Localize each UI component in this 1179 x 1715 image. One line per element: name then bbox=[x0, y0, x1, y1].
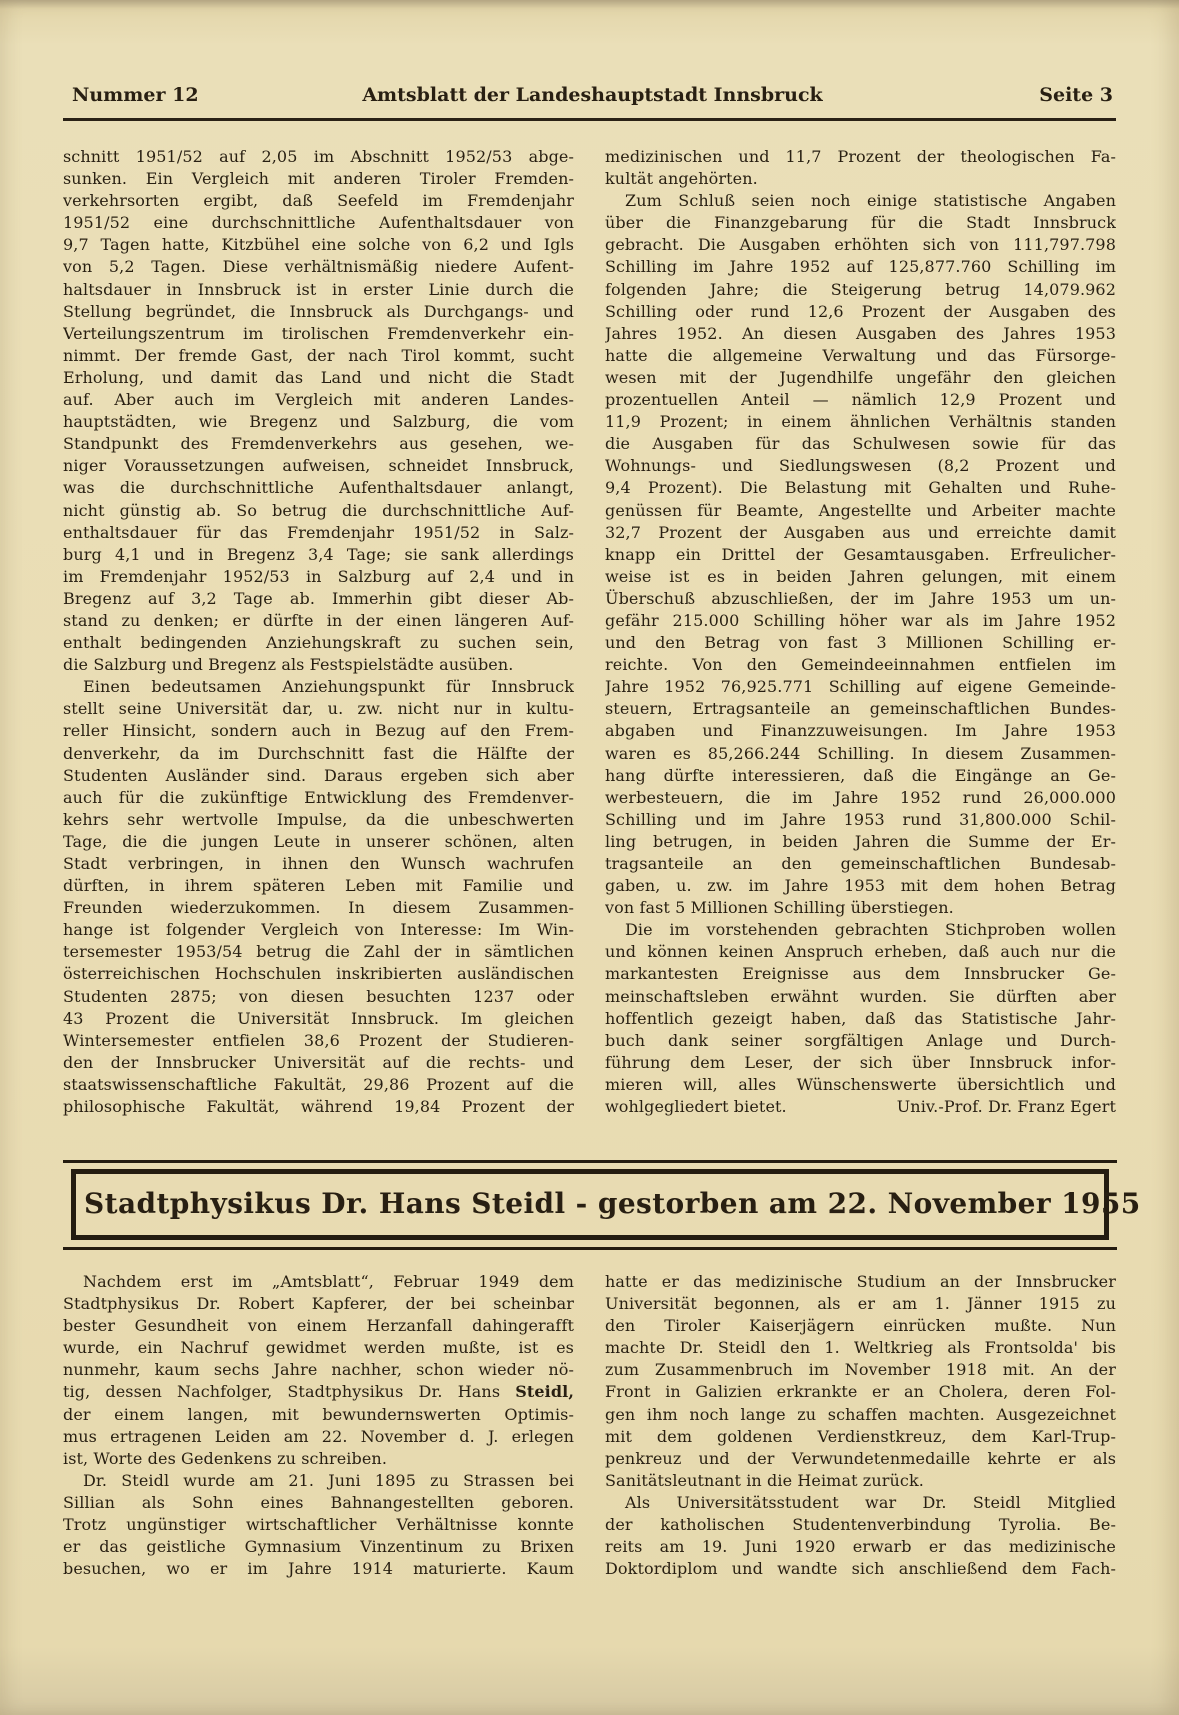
text-line: wesen mit der Jugendhilfe ungefähr den gleichen bbox=[605, 367, 1116, 387]
text-line: gebracht. Die Ausgaben erhöhten sich von 111,797.798 bbox=[605, 235, 1116, 255]
text-line: Trotz ungünstiger wirtschaftlicher Verhältnisse konnte bbox=[63, 1515, 574, 1535]
text-line: gen ihm noch lange zu schaffen machten. Ausgezeichnet bbox=[605, 1404, 1116, 1424]
statistics-article bbox=[63, 146, 1116, 1118]
text-line: hange ist folgender Vergleich von Interesse: Im Win- bbox=[63, 920, 574, 940]
text-line: der katholischen Studentenverbindung Tyrolia. Be- bbox=[605, 1515, 1116, 1535]
text-line: besuchen, wo er im Jahre 1914 maturierte. Kaum bbox=[63, 1559, 574, 1579]
text-line: prozentuellen Anteil — nämlich 12,9 Prozent und bbox=[605, 390, 1116, 410]
text-line: hatte die allgemeine Verwaltung und das Fürsorge- bbox=[605, 345, 1116, 365]
text-line: hang dürfte interessieren, daß die Eingänge an Ge- bbox=[605, 765, 1116, 785]
text-line: hoffentlich gezeigt haben, daß das Statistische Jahr- bbox=[605, 1008, 1116, 1028]
text-line: enthaltsdauer für das Fremdenjahr 1951/52 in Salz- bbox=[63, 522, 574, 542]
text-line: Stadtphysikus Dr. Robert Kapferer, der bei scheinbar bbox=[63, 1294, 574, 1314]
text-line: 1951/52 eine durchschnittliche Aufenthaltsdauer von bbox=[63, 213, 574, 233]
obituary-headline-box bbox=[63, 1160, 1141, 1250]
text-line: mus ertragenen Leiden am 22. November d. J. erlegen bbox=[63, 1426, 574, 1446]
text-line: Wohnungs- und Siedlungswesen (8,2 Prozent und bbox=[605, 456, 1116, 476]
text-line: stand zu denken; er dürfte in der einen längeren Auf- bbox=[63, 610, 574, 630]
text-line: niger Voraussetzungen aufweisen, schneidet Innsbruck, bbox=[63, 456, 574, 476]
text-line: Jahre 1952 76,925.771 Schilling auf eigene Gemeinde- bbox=[605, 677, 1116, 697]
text-line: Studenten 2875; von diesen besuchten 1237 oder bbox=[63, 986, 574, 1006]
text-line: von 5,2 Tagen. Diese verhältnismäßig niedere Aufent- bbox=[63, 257, 574, 277]
text-line: denverkehr, da im Durchschnitt fast die Hälfte der bbox=[63, 743, 574, 763]
text-line: den der Innsbrucker Universität auf die rechts- und bbox=[63, 1052, 574, 1072]
text-line: mieren will, alles Wünschenswerte übersichtlich und bbox=[605, 1074, 1116, 1094]
text-line: Schilling im Jahre 1952 auf 125,877.760 Schilling im bbox=[605, 257, 1116, 277]
text-line: markantesten Ereignisse aus dem Innsbrucker Ge- bbox=[605, 964, 1116, 984]
text-line: philosophische Fakultät, während 19,84 Prozent der bbox=[63, 1097, 574, 1117]
text-line: sunken. Ein Vergleich mit anderen Tiroler Fremden- bbox=[63, 169, 574, 189]
text-line: was die durchschnittliche Aufenthaltsdauer anlangt, bbox=[63, 478, 574, 498]
text-line: penkreuz und der Verwundetenmedaille kehrte er als bbox=[605, 1448, 1116, 1468]
text-line: die Ausgaben für das Schulwesen sowie für das bbox=[605, 434, 1116, 454]
header-rule bbox=[63, 118, 1116, 121]
text-line: verkehrsorten ergibt, daß Seefeld im Fremdenjahr bbox=[63, 191, 574, 211]
text-line: 9,7 Tagen hatte, Kitzbühel eine solche von 6,2 und Igls bbox=[63, 235, 574, 255]
text-line: führung dem Leser, der sich über Innsbruck infor- bbox=[605, 1052, 1116, 1072]
text-line: medizinischen und 11,7 Prozent der theologischen Fa- bbox=[605, 147, 1116, 166]
obituary-headline: Stadtphysikus Dr. Hans Steidl - gestorben am 22. November 1955 bbox=[84, 1187, 1141, 1220]
header-journal-title: Amtsblatt der Landeshauptstadt Innsbruck bbox=[362, 84, 823, 106]
text-line: Bregenz auf 3,2 Tage ab. Immerhin gibt dieser Ab- bbox=[63, 588, 574, 608]
text-line: 32,7 Prozent der Ausgaben aus und erreichte damit bbox=[605, 522, 1116, 542]
text-line: dürften, in ihrem späteren Leben mit Familie und bbox=[63, 876, 574, 896]
text-line: weise ist es in beiden Jahren gelungen, mit einem bbox=[605, 566, 1116, 586]
text-line: Doktordiplom und wandte sich anschließend dem Fach- bbox=[605, 1559, 1116, 1579]
text-line: wurde, ein Nachruf gewidmet werden mußte, ist es bbox=[63, 1338, 574, 1358]
text-line: steuern, Ertragsanteile an gemeinschaftlichen Bundes- bbox=[605, 699, 1116, 719]
text-line: werbesteuern, die im Jahre 1952 rund 26,000.000 bbox=[605, 787, 1116, 807]
text-line: Sanitätsleutnant in die Heimat zurück. bbox=[605, 1470, 924, 1490]
text-line: auch für die zukünftige Entwicklung des Fremdenver- bbox=[63, 787, 574, 807]
text-line-start: wohlgegliedert bietet. bbox=[605, 1097, 787, 1117]
text-line: abgaben und Finanzzuweisungen. Im Jahre 1953 bbox=[605, 721, 1116, 741]
text-line: mit dem goldenen Verdienstkreuz, dem Karl-Trup- bbox=[605, 1426, 1116, 1446]
text-line: tragsanteile an den gemeinschaftlichen Bundesab- bbox=[605, 854, 1116, 873]
text-line: Schilling oder rund 12,6 Prozent der Ausgaben des bbox=[605, 301, 1116, 321]
text-line: hauptstädten, wie Bregenz und Salzburg, die vom bbox=[63, 412, 574, 432]
text-line: burg 4,1 und in Bregenz 3,4 Tage; sie sank allerdings bbox=[63, 544, 574, 564]
text-line: Front in Galizien erkrankte er an Cholera, deren Fol- bbox=[605, 1382, 1116, 1402]
text-line: auf. Aber auch im Vergleich mit anderen Landes- bbox=[63, 390, 574, 410]
text-line: enthalt bedingenden Anziehungskraft zu suchen sein, bbox=[63, 633, 574, 653]
text-line: Erholung, und damit das Land und nicht die Stadt bbox=[63, 367, 574, 387]
text-line: im Fremdenjahr 1952/53 in Salzburg auf 2,4 und in bbox=[63, 566, 574, 586]
obituary-headline-outer-rules bbox=[63, 1160, 1141, 1250]
text-line: Universität begonnen, als er am 1. Jänner 1915 zu bbox=[605, 1294, 1116, 1314]
text-line: Zum Schluß seien noch einige statistische Angaben bbox=[625, 191, 1116, 211]
text-line: ist, Worte des Gedenkens zu schreiben. bbox=[63, 1448, 388, 1468]
text-line: nimmt. Der fremde Gast, der nach Tirol kommt, sucht bbox=[63, 345, 574, 365]
text-line: haltsdauer in Innsbruck ist in erster Linie durch die bbox=[63, 279, 574, 299]
text-line: und den Betrag von fast 3 Millionen Schilling er- bbox=[605, 633, 1116, 653]
text-line: zum Zusammenbruch im November 1918 mit. An der bbox=[605, 1360, 1116, 1380]
text-line: staatswissenschaftliche Fakultät, 29,86 Prozent auf die bbox=[63, 1074, 574, 1094]
obituary-headline-frame bbox=[71, 1169, 1141, 1240]
text-line: reller Hinsicht, sondern auch in Bezug auf den Frem- bbox=[63, 721, 574, 741]
text-line: Überschuß abzuschließen, der im Jahre 1953 um un- bbox=[605, 588, 1116, 608]
text-line: nicht günstig ab. So betrug die durchschnittliche Auf- bbox=[63, 500, 574, 520]
text-line: reits am 19. Juni 1920 erwarb er das medizinische bbox=[605, 1537, 1116, 1557]
text-line: waren es 85,266.244 Schilling. In diesem Zusammen- bbox=[605, 743, 1116, 763]
text-line: 43 Prozent die Universität Innsbruck. Im gleichen bbox=[63, 1008, 574, 1028]
text-line: Nachdem erst im „Amtsblatt“, Februar 1949 dem bbox=[83, 1272, 574, 1291]
text-line: Die im vorstehenden gebrachten Stichproben wollen bbox=[625, 920, 1116, 940]
text-line: folgenden Jahre; die Steigerung betrug 14,079.962 bbox=[605, 279, 1116, 299]
author-signature: Univ.-Prof. Dr. Franz Egert bbox=[896, 1097, 1116, 1117]
header-issue-number: Nummer 12 bbox=[72, 84, 199, 106]
text-line: Jahres 1952. An diesen Ausgaben des Jahres 1953 bbox=[605, 323, 1116, 343]
text-line: meinschaftsleben erwähnt wurden. Sie dürften aber bbox=[605, 986, 1116, 1006]
text-line: gefähr 215.000 Schilling höher war als im Jahre 1952 bbox=[605, 610, 1116, 630]
obituary-article bbox=[63, 1271, 1116, 1580]
text-line: 11,9 Prozent; in einem ähnlichen Verhältnis standen bbox=[605, 412, 1116, 432]
text-line: Als Universitätsstudent war Dr. Steidl Mitglied bbox=[625, 1492, 1116, 1512]
text-line: tersemester 1953/54 betrug die Zahl der in sämtlichen bbox=[63, 942, 574, 962]
text-line: Wintersemester entfielen 38,6 Prozent der Studieren- bbox=[63, 1030, 574, 1050]
text-line: buch dank seiner sorgfältigen Anlage und Durch- bbox=[605, 1030, 1116, 1050]
text-line: schnitt 1951/52 auf 2,05 im Abschnitt 1952/53 abge- bbox=[63, 147, 574, 166]
text-line: von fast 5 Millionen Schilling überstiegen. bbox=[605, 898, 954, 918]
text-line: kehrs sehr wertvolle Impulse, da die unbeschwerten bbox=[63, 809, 574, 829]
text-line: 9,4 Prozent). Die Belastung mit Gehalten und Ruhe- bbox=[605, 478, 1116, 498]
obituary-left-column bbox=[63, 1271, 574, 1580]
text-line: österreichischen Hochschulen inskribierten ausländischen bbox=[63, 964, 574, 984]
emphasized-name: Steidl, bbox=[515, 1382, 574, 1402]
statistics-left-column bbox=[63, 146, 574, 1118]
text-line: die Salzburg und Bregenz als Festspielstädte ausüben. bbox=[63, 655, 514, 675]
text-line: Sillian als Sohn eines Bahnangestellten geboren. bbox=[63, 1492, 574, 1512]
text-line: knapp ein Drittel der Gesamtausgaben. Erfreulicher- bbox=[605, 544, 1116, 564]
text-line: Stellung begründet, die Innsbruck als Durchgangs- und bbox=[63, 301, 574, 321]
text-line: gaben, u. zw. im Jahre 1953 mit dem hohen Betrag bbox=[605, 876, 1116, 896]
text-line: machte Dr. Steidl den 1. Weltkrieg als Frontsolda' bis bbox=[605, 1338, 1116, 1358]
text-line: Tage, die die jungen Leute in unserer schönen, alten bbox=[63, 831, 574, 851]
text-line: Freunden wiederzukommen. In diesem Zusammen- bbox=[63, 898, 574, 918]
text-line: Stadt verbringen, in ihnen den Wunsch wachrufen bbox=[63, 854, 574, 873]
text-line: hatte er das medizinische Studium an der Innsbrucker bbox=[605, 1272, 1116, 1291]
text-line: und können keinen Anspruch erheben, daß auch nur die bbox=[605, 942, 1116, 962]
text-line: er das geistliche Gymnasium Vinzentinum zu Brixen bbox=[63, 1537, 574, 1557]
statistics-right-column bbox=[605, 146, 1116, 1118]
text-line: Standpunkt des Fremdenverkehrs aus gesehen, we- bbox=[63, 434, 574, 454]
text-line: der einem langen, mit bewundernswerten Optimis- bbox=[63, 1404, 574, 1424]
text-line: kultät angehörten. bbox=[605, 169, 758, 189]
text-line bbox=[605, 1096, 1116, 1118]
text-line: ling betrugen, in beiden Jahren die Summe der Er- bbox=[605, 831, 1116, 851]
text-line: Schilling und im Jahre 1953 rund 31,800.000 Schil- bbox=[605, 809, 1116, 829]
text-line: Verteilungszentrum im tirolischen Fremdenverkehr ein- bbox=[63, 323, 574, 343]
obituary-right-column bbox=[605, 1271, 1116, 1580]
text-line: den Tiroler Kaiserjägern einrücken mußte. Nun bbox=[605, 1316, 1116, 1336]
page-header bbox=[72, 84, 1113, 110]
text-line: Dr. Steidl wurde am 21. Juni 1895 zu Strassen bei bbox=[83, 1470, 574, 1490]
text-line: stellt seine Universität dar, u. zw. nicht nur in kultu- bbox=[63, 699, 574, 719]
text-line: über die Finanzgebarung für die Stadt Innsbruck bbox=[605, 213, 1116, 233]
text-line: reichte. Von den Gemeindeeinnahmen entfielen im bbox=[605, 655, 1116, 675]
text-line: bester Gesundheit von einem Herzanfall dahingerafft bbox=[63, 1316, 574, 1336]
text-line: genüssen für Beamte, Angestellte und Arbeiter machte bbox=[605, 500, 1116, 520]
text-line: Einen bedeutsamen Anziehungspunkt für Innsbruck bbox=[83, 677, 574, 697]
text-line: nunmehr, kaum sechs Jahre nachher, schon wieder nö- bbox=[63, 1360, 574, 1380]
text-line: Studenten Ausländer sind. Daraus ergeben sich aber bbox=[63, 765, 574, 785]
header-page-number: Seite 3 bbox=[1039, 84, 1113, 106]
text-line: tig, dessen Nachfolger, Stadtphysikus Dr. Hans Steidl, bbox=[63, 1382, 574, 1402]
